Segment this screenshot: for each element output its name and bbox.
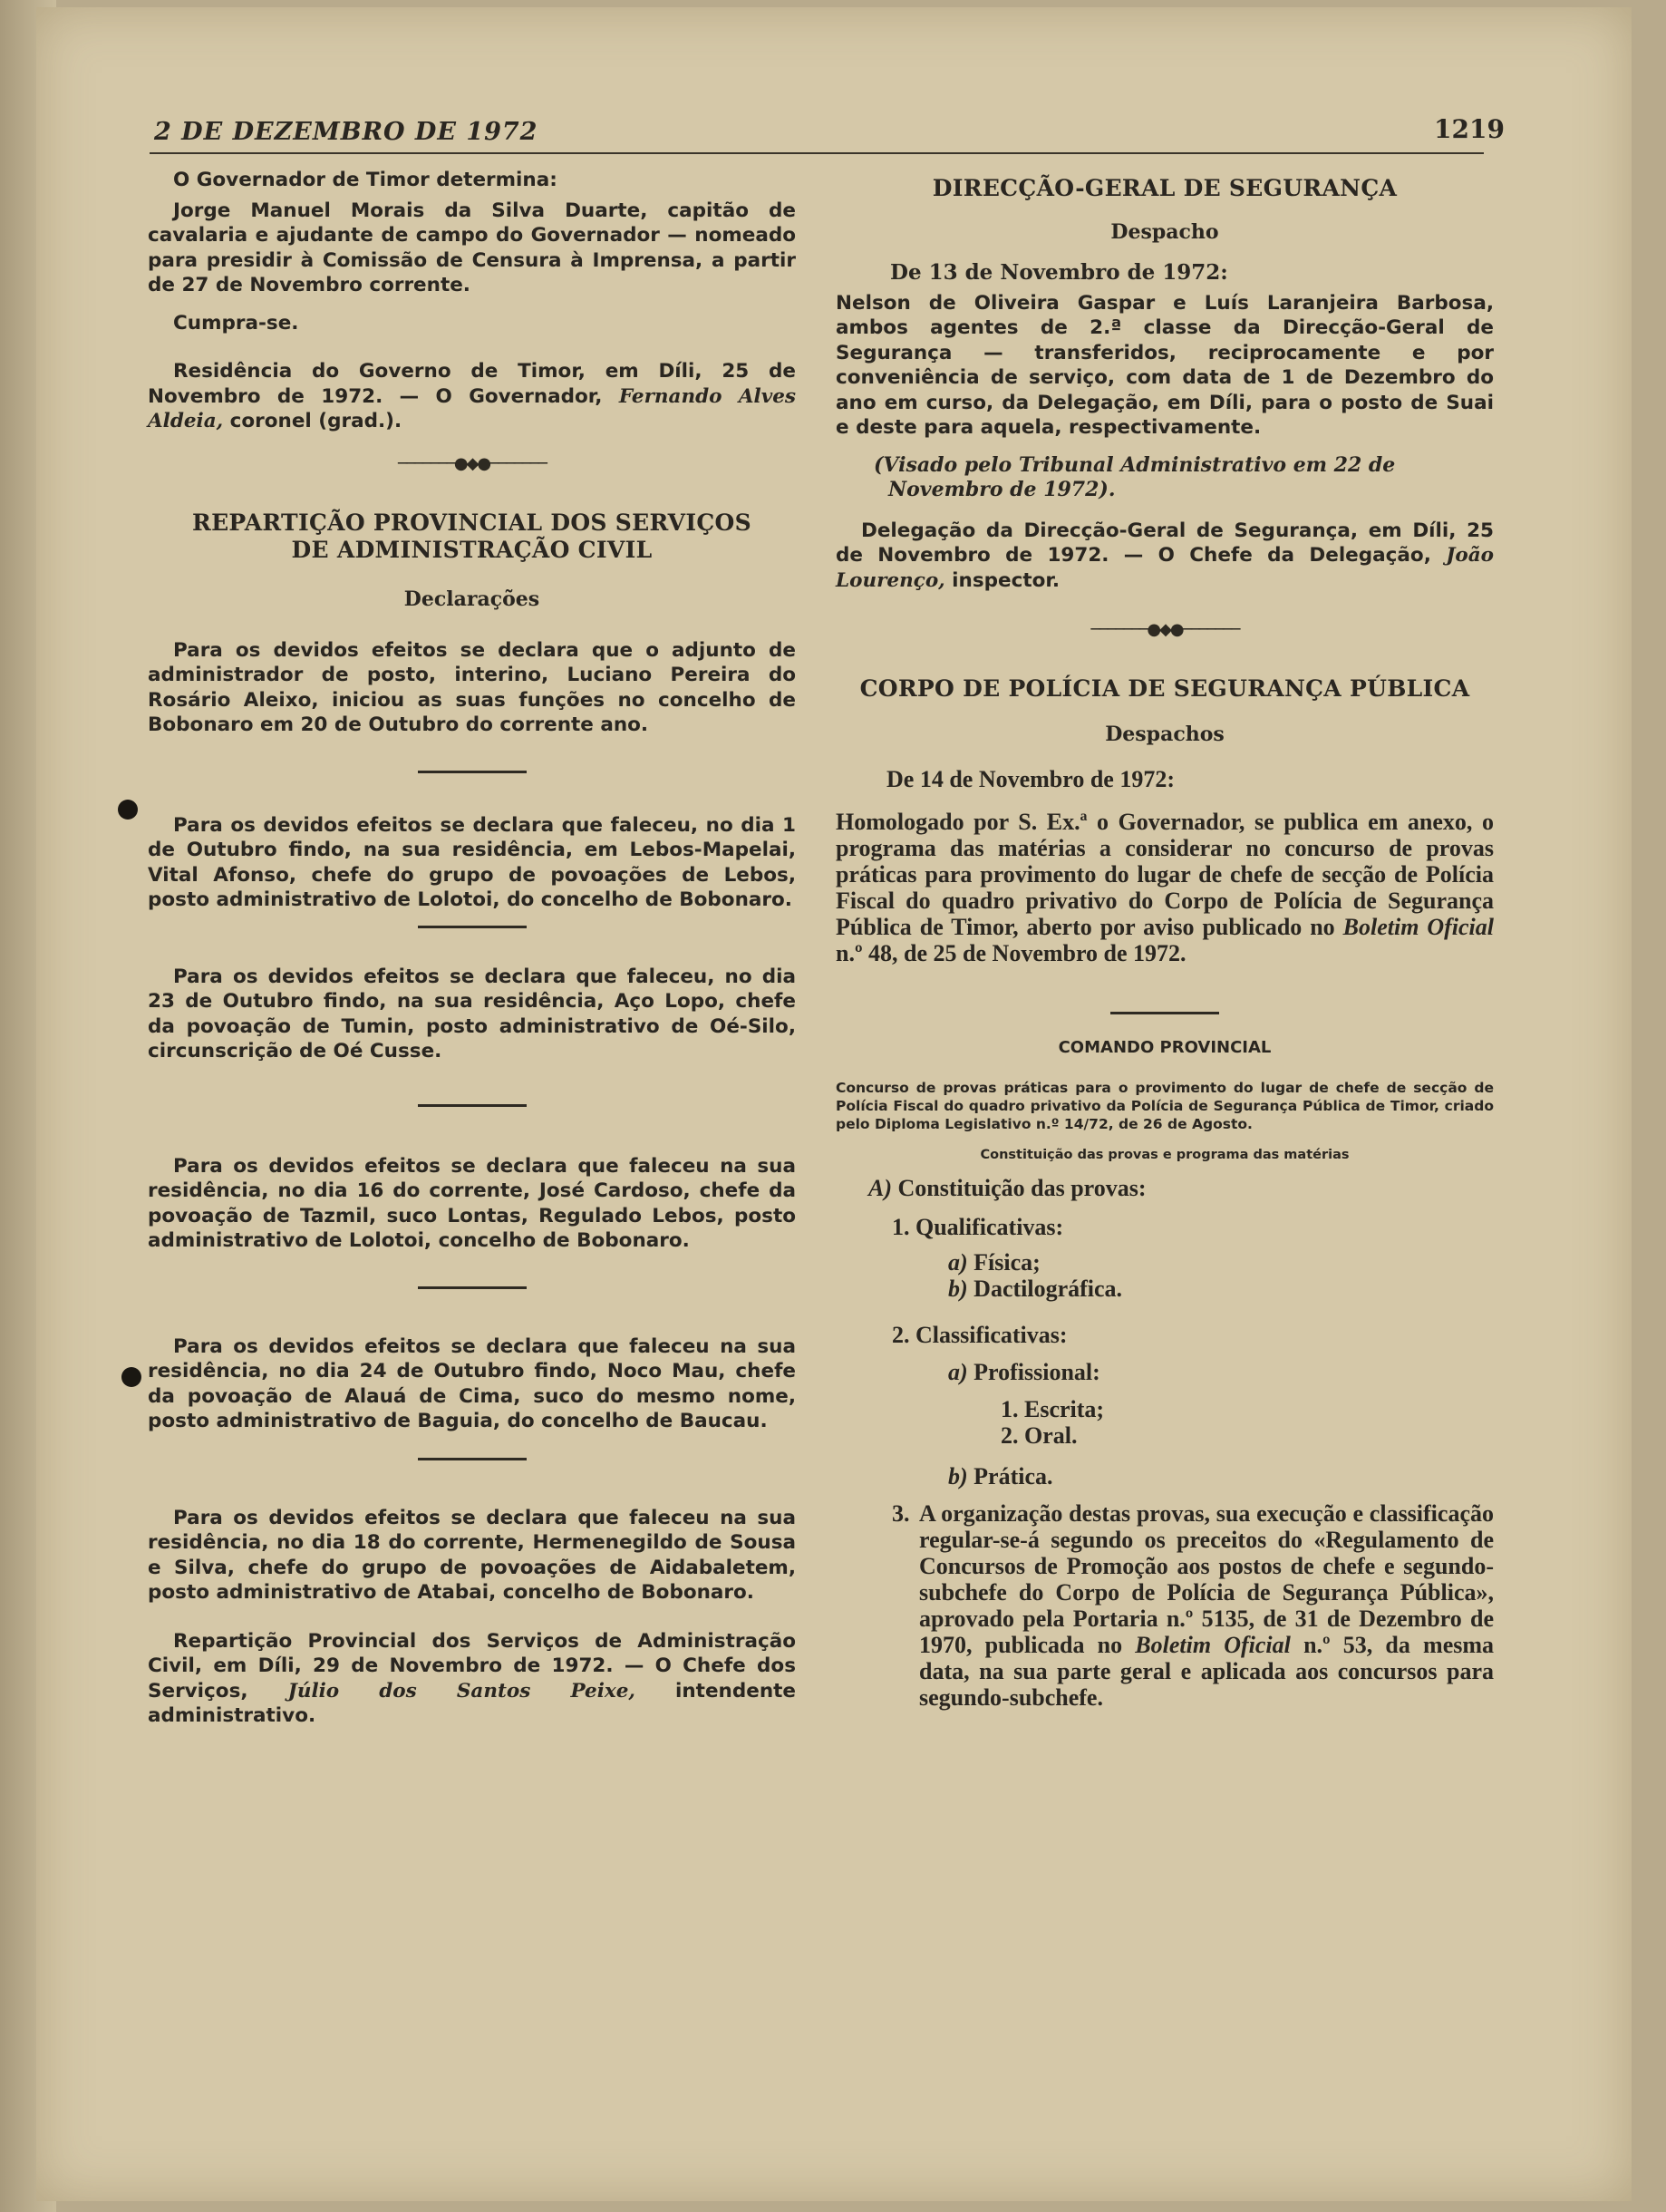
section-title: REPARTIÇÃO PROVINCIAL DOS SERVIÇOS [192, 509, 751, 536]
item-organizacao-number: 3. [892, 1500, 910, 1527]
header-date: 2 DE DEZEMBRO DE 1972 [154, 118, 538, 146]
item-dactilografica-label: Dactilográfica. [973, 1276, 1123, 1302]
cpsp-subtitle: Despachos [1105, 723, 1225, 746]
governor-decree: Jorge Manuel Morais da Silva Duarte, capitão de cavalaria e ajudante de campo do Governador — nomeado para presidir à Comissão de Censura à Imprensa, a partir de 27 de Novembro corrente. [148, 199, 796, 296]
boletim-oficial-ref: Boletim Oficial [1342, 914, 1495, 940]
declaration-2: Para os devidos efeitos se declara que faleceu, no dia 1 de Outubro findo, na sua residência, em Lebos-Mapelai, Vital Afonso, chefe do grupo de povoações de Lebos, posto administrativo de Lolotoi, do concelho de Bobonaro. [148, 813, 796, 911]
governor-rank: coronel (grad.). [229, 410, 402, 432]
item-escrita: 1. Escrita; [1001, 1396, 1105, 1422]
governor-signature [148, 359, 796, 434]
item-fisica-marker: a) [948, 1249, 968, 1276]
dgs-date: De 13 de Novembro de 1972: [890, 260, 1228, 285]
residencia-text: Residência do Governo de Timor, em Díli, 25 de Novembro de 1972. — O Governador, [148, 360, 796, 408]
item-pratica [836, 1463, 1494, 1489]
section-title-line-2: DE ADMINISTRAÇÃO CIVIL [291, 536, 653, 563]
cumpra-se: Cumpra-se. [173, 311, 299, 335]
declaration-5: Para os devidos efeitos se declara que faleceu na sua residência, no dia 24 de Outubro findo, Noco Mau, chefe da povoação de Alauá de Cima, suco do mesmo nome, posto administrativo de Baguia, do concelho de Baucau. [148, 1334, 796, 1432]
services-signature [148, 1629, 796, 1729]
cpsp-title: CORPO DE POLÍCIA DE SEGURANÇA PÚBLICA [859, 675, 1470, 702]
item-dactilografica [836, 1276, 1494, 1302]
item-organizacao-end: n.º 53, da mesma data, na sua parte geral e aplicada aos concursos para segundo-subchefe. [919, 1632, 1495, 1711]
section-a-marker: A) [868, 1175, 892, 1201]
ornament-divider: ───────●◆●─────── [1090, 620, 1239, 639]
item-profissional-label: Profissional: [973, 1359, 1100, 1385]
item-qualificativas: 1. Qualificativas: [892, 1214, 1064, 1240]
dgs-chief-rank: inspector. [952, 568, 1061, 592]
header-rule [150, 152, 1484, 154]
declaration-1: Para os devidos efeitos se declara que o adjunto de administrador de posto, interino, Luciano Pereira do Rosário Aleixo, iniciou as suas funções no concelho de Bobonaro em 20 de Outubro do corrente ano. [148, 638, 796, 736]
comando-heading: COMANDO PROVINCIAL [1058, 1038, 1272, 1057]
declaration-6: Para os devidos efeitos se declara que faleceu na sua residência, no dia 18 do corrente, Hermenegildo de Sousa e Silva, chefe do grupo de povoações de Aidabaletem, posto administrativo de Atabai, concelho de Bobonaro. [148, 1506, 796, 1604]
item-fisica-label: Física; [973, 1249, 1041, 1276]
dgs-title: DIRECÇÃO-GERAL DE SEGURANÇA [932, 175, 1398, 201]
divider-rule [1110, 1012, 1219, 1014]
services-closing: Repartição Provincial dos Serviços de Administração Civil, em Díli, 29 de Novembro de 1972. — O Chefe dos Serviços, [148, 1629, 796, 1703]
divider-rule [418, 1286, 527, 1289]
constituicao-heading: Constituição das provas e programa das matérias [980, 1148, 1350, 1162]
divider-rule [418, 1104, 527, 1107]
divider-rule [418, 1458, 527, 1460]
cpsp-text-end: n.º 48, de 25 de Novembro de 1972. [836, 940, 1187, 966]
divider-rule [418, 926, 527, 928]
page-number: 1219 [1434, 114, 1505, 144]
services-chief-name: Júlio dos Santos Peixe, [287, 1679, 635, 1703]
divider-rule [418, 771, 527, 773]
governor-name: Fernando Alves Aldeia, [148, 384, 796, 432]
item-classificativas: 2. Classificativas: [892, 1322, 1068, 1348]
cpsp-text [836, 809, 1494, 966]
dgs-closing: Delegação da Direcção-Geral de Segurança, em Díli, 25 de Novembro de 1972. — O Chefe da Delegação, [836, 519, 1494, 567]
left-column [148, 168, 796, 1741]
item-pratica-marker: b) [948, 1463, 968, 1489]
ornament-divider: ───────●◆●─────── [398, 453, 546, 473]
services-chief-rank: intendente administrativo. [148, 1679, 796, 1727]
declaration-3: Para os devidos efeitos se declara que faleceu, no dia 23 de Outubro findo, na sua residência, Aço Lopo, chefe da povoação de Tumin, posto administrativo de Oé-Silo, circunscrição de Oé Cusse. [148, 965, 796, 1062]
item-profissional [836, 1359, 1494, 1385]
item-profissional-marker: a) [948, 1359, 968, 1385]
item-dactilografica-marker: b) [948, 1276, 968, 1302]
dgs-subtitle: Despacho [1110, 220, 1219, 244]
item-organizacao-main: A organização destas provas, sua execução e classificação regular-se-á segundo os preceitos do «Regulamento de Concursos de Promoção aos postos de chefe e segundo-subchefe do Corpo de Polícia de Segurança Pública», aprovado pela Portaria n.º 5135, de 31 de Dezembro de 1970, publicada no [919, 1500, 1494, 1658]
governor-intro: O Governador de Timor determina: [173, 169, 557, 191]
dgs-chief-name: João Lourenço, [836, 544, 1494, 592]
item-organizacao [836, 1500, 1494, 1711]
item-oral: 2. Oral. [1001, 1422, 1078, 1449]
item-pratica-label: Prática. [973, 1463, 1053, 1489]
boletim-oficial-ref-2: Boletim Oficial [1135, 1632, 1291, 1658]
concurso-description: Concurso de provas práticas para o provimento do lugar de chefe de secção de Polícia Fiscal do quadro privativo da Polícia de Segurança Pública de Timor, criado pelo Diploma Legislativo n.º 14/72, de 26 de Agosto. [836, 1080, 1494, 1132]
punch-hole-top [118, 800, 138, 820]
declaration-4: Para os devidos efeitos se declara que faleceu na sua residência, no dia 16 do corrente, José Cardoso, chefe da povoação de Tazmil, suco Lontas, Regulado Lebos, posto administrativo de Lolotoi, concelho de Bobonaro. [148, 1154, 796, 1252]
item-organizacao-text [892, 1500, 1494, 1711]
cpsp-date: De 14 de Novembro de 1972: [886, 766, 1175, 792]
section-a [836, 1175, 1494, 1201]
cpsp-text-main: Homologado por S. Ex.ª o Governador, se publica em anexo, o programa das matérias a considerar no concurso de provas práticas para provimento do lugar de chefe de secção de Polícia Fiscal do quadro privativo do Corpo de Polícia de Segurança Pública de Timor, aberto por aviso publicado no [836, 809, 1494, 940]
item-fisica [836, 1249, 1494, 1276]
right-column [836, 168, 1494, 1711]
section-a-label: Constituição das provas: [897, 1175, 1147, 1201]
dgs-signature [836, 519, 1494, 594]
dgs-text: Nelson de Oliveira Gaspar e Luís Laranjeira Barbosa, ambos agentes de 2.ª classe da Direcção-Geral de Segurança — transferidos, reciprocamente e por conveniência de serviço, com data de 1 de Dezembro do ano em curso, da Delegação, em Díli, para o posto de Suai e deste para aquela, respectivamente. [836, 291, 1494, 439]
dgs-visado: (Visado pelo Tribunal Administrativo em 22 de Novembro de 1972). [874, 452, 1396, 501]
section-subtitle: Declarações [403, 587, 540, 611]
punch-hole-bottom [121, 1367, 141, 1387]
